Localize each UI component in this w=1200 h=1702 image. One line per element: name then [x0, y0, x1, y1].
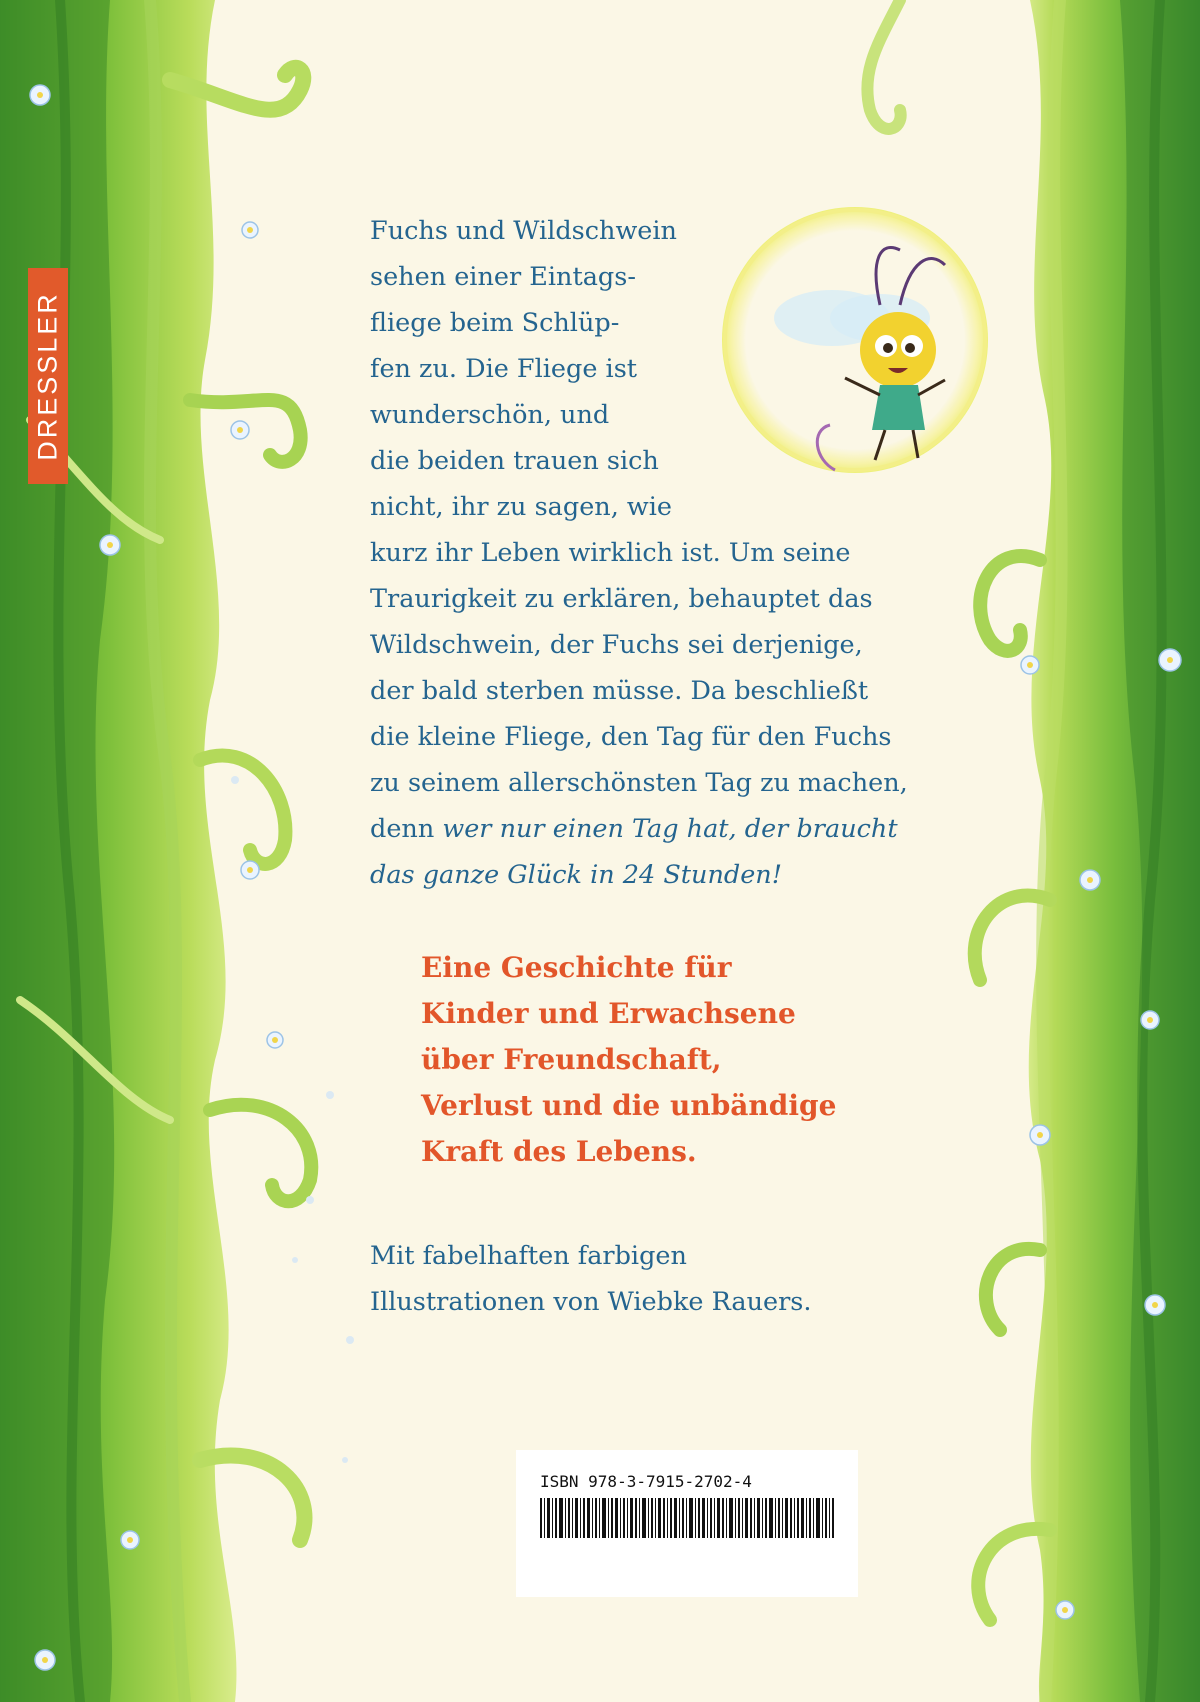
publisher-logo — [28, 268, 68, 484]
isbn-number: ISBN 978-3-7915-2702-4 — [540, 1472, 752, 1491]
tagline-line: Kraft des Lebens. — [421, 1135, 697, 1168]
blurb-line: sehen einer Eintags- — [370, 262, 636, 292]
barcode-icon — [540, 1498, 834, 1538]
blurb-line: kurz ihr Leben wirklich ist. Um seine — [370, 538, 851, 568]
tagline-line: Eine Geschichte für — [421, 951, 732, 984]
blurb-line — [370, 852, 970, 898]
blurb-line-prefix: denn — [370, 814, 443, 844]
blurb-line: fliege beim Schlüp- — [370, 308, 620, 338]
blurb-line: die beiden trauen sich — [370, 446, 659, 476]
tagline-text — [421, 945, 836, 1175]
tagline-line: über Freundschaft, — [421, 1043, 722, 1076]
tagline-line: Verlust und die unbändige — [421, 1089, 837, 1122]
credit-line: Illustrationen von Wiebke Rauers. — [370, 1287, 812, 1317]
publisher-name: DRESSLER — [32, 291, 63, 461]
blurb-line: nicht, ihr zu sagen, wie — [370, 492, 672, 522]
blurb-line: Fuchs und Wildschwein — [370, 216, 677, 246]
blurb-line: fen zu. Die Fliege ist — [370, 354, 638, 384]
blurb-line: zu seinem allerschönsten Tag zu machen, — [370, 768, 908, 798]
blurb-line — [370, 806, 970, 852]
blurb-text — [370, 208, 970, 898]
blurb-italic-quote: wer nur einen Tag hat, der braucht — [442, 814, 898, 844]
blurb-line: Wildschwein, der Fuchs sei derjenige, — [370, 630, 863, 660]
credit-line: Mit fabelhaften farbigen — [370, 1241, 687, 1271]
blurb-line: der bald sterben müsse. Da beschließt — [370, 676, 869, 706]
blurb-line: die kleine Fliege, den Tag für den Fuchs — [370, 722, 892, 752]
illustrator-credit — [370, 1233, 811, 1325]
blurb-italic-quote-end: das ganze Glück in 24 Stunden! — [370, 860, 782, 890]
blurb-line: Traurigkeit zu erklären, behauptet das — [370, 584, 873, 614]
barcode-panel — [516, 1450, 858, 1597]
tagline-line: Kinder und Erwachsene — [421, 997, 796, 1030]
blurb-line: wunderschön, und — [370, 400, 610, 430]
